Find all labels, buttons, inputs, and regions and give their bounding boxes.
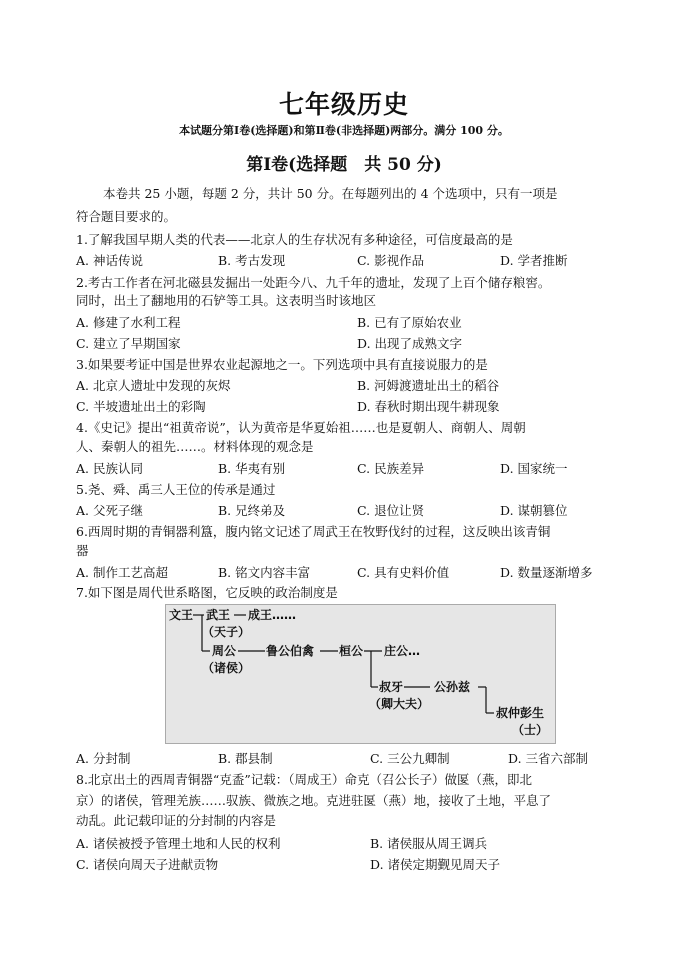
node-shuya: 叔牙 [379,680,404,694]
label-shi: （士） [512,723,549,737]
label-qingdafu: （卿大夫） [369,697,430,711]
node-zhougong: 周公 [212,644,237,658]
question-4-stem-2: 人、秦朝人的祖先……。材料体现的观念是 [76,439,314,454]
node-chengwang: 成王…… [248,608,297,622]
question-3-option-d: D. 春秋时期出现牛耕现象 [357,399,500,414]
question-2-option-d: D. 出现了成熟文字 [357,336,463,351]
zhou-lineage-diagram [165,604,556,744]
question-8-option-c: C. 诸侯向周天子进献贡物 [76,857,219,872]
question-4-option-d: D. 国家统一 [500,461,568,476]
question-2-option-b: B. 已有了原始农业 [357,315,462,330]
question-4-option-a: A. 民族认同 [76,461,143,476]
question-1-option-c: C. 影视作品 [357,253,425,268]
intro-line-1: 本卷共 25 小题，每题 2 分，共计 50 分。在每题列出的 4 个选项中，只有一项是 [103,186,558,201]
node-luboqin: 鲁公伯禽 [266,644,315,658]
node-wuwang: 武王 [206,608,231,622]
question-7-option-d: D. 三省六部制 [508,751,589,766]
section-title: 第Ⅰ卷(选择题 共 50 分) [246,155,442,175]
question-4-stem-1: 4.《史记》提出“祖黄帝说”，认为黄帝是华夏始祖……也是夏朝人、商朝人、周朝 [76,420,526,435]
intro-line-2: 符合题目要求的。 [76,209,177,224]
question-6-option-b: B. 铭文内容丰富 [218,565,311,580]
question-8-option-a: A. 诸侯被授予管理土地和人民的权利 [76,836,281,851]
question-8-option-d: D. 诸侯定期觐见周天子 [370,857,501,872]
question-6-stem-1: 6.西周时期的青铜器利簋，腹内铭文记述了周武王在牧野伐纣的过程，这反映出该青铜 [76,524,551,539]
question-7-option-c: C. 三公九卿制 [370,751,450,766]
question-7-option-b: B. 郡县制 [218,751,273,766]
question-3-stem: 3.如果要考证中国是世界农业起源地之一。下列选项中具有直接说服力的是 [76,357,488,372]
question-1-option-b: B. 考古发现 [218,253,286,268]
question-2-stem-1: 2.考古工作者在河北磁县发掘出一处距今八、九千年的遗址，发现了上百个储存粮窖。 [76,275,551,290]
label-zhuhou: （诸侯） [202,661,251,675]
question-8-stem-2: 京）的诸侯，管理羌族……驭族、微族之地。克进驻匽（燕）地，接收了土地，平息了 [76,793,552,808]
question-3-option-b: B. 河姆渡遗址出土的稻谷 [357,378,500,393]
question-5-option-b: B. 兄终弟及 [218,503,286,518]
question-4-option-b: B. 华夷有别 [218,461,286,476]
question-8-option-b: B. 诸侯服从周王调兵 [370,836,488,851]
question-5-stem: 5.尧、舜、禹三人王位的传承是通过 [76,482,276,497]
question-1-stem: 1.了解我国早期人类的代表——北京人的生存状况有多种途径，可信度最高的是 [76,232,513,247]
exam-subtitle: 本试题分第Ⅰ卷(选择题)和第Ⅱ卷(非选择题)两部分。满分 100 分。 [179,124,509,137]
exam-title: 七年级历史 [278,90,409,119]
question-1-option-d: D. 学者推断 [500,253,568,268]
question-6-option-d: D. 数量逐渐增多 [500,565,593,580]
question-2-option-a: A. 修建了水利工程 [76,315,181,330]
question-7-stem: 7.如下图是周代世系略图，它反映的政治制度是 [76,585,338,600]
question-1-option-a: A. 神话传说 [76,253,143,268]
question-2-stem-2: 同时，出土了翻地用的石铲等工具。这表明当时该地区 [76,293,377,308]
question-2-option-c: C. 建立了早期国家 [76,336,181,351]
question-8-stem-3: 动乱。此记载印证的分封制的内容是 [76,813,277,828]
question-5-option-a: A. 父死子继 [76,503,143,518]
question-5-option-c: C. 退位让贤 [357,503,425,518]
node-shuzhongpengsheng: 叔仲彭生 [496,706,545,720]
node-zhuanggong: 庄公… [384,644,421,658]
node-wenwang: 文王 [169,608,194,622]
question-3-option-c: C. 半坡遗址出土的彩陶 [76,399,206,414]
question-7-option-a: A. 分封制 [76,751,131,766]
question-6-option-c: C. 具有史料价值 [357,565,450,580]
node-gongsunzi: 公孙兹 [434,680,471,694]
label-tianzi: （天子） [202,625,251,639]
question-4-option-c: C. 民族差异 [357,461,425,476]
question-5-option-d: D. 谋朝篡位 [500,503,568,518]
question-3-option-a: A. 北京人遗址中发现的灰烬 [76,378,231,393]
question-6-stem-2: 器 [76,543,89,558]
node-huangong: 桓公 [339,644,364,658]
question-6-option-a: A. 制作工艺高超 [76,565,168,580]
question-8-stem-1: 8.北京出土的西周青铜器“克盉”记载：（周成王）命克（召公长子）做匽（燕，即北 [76,772,532,787]
